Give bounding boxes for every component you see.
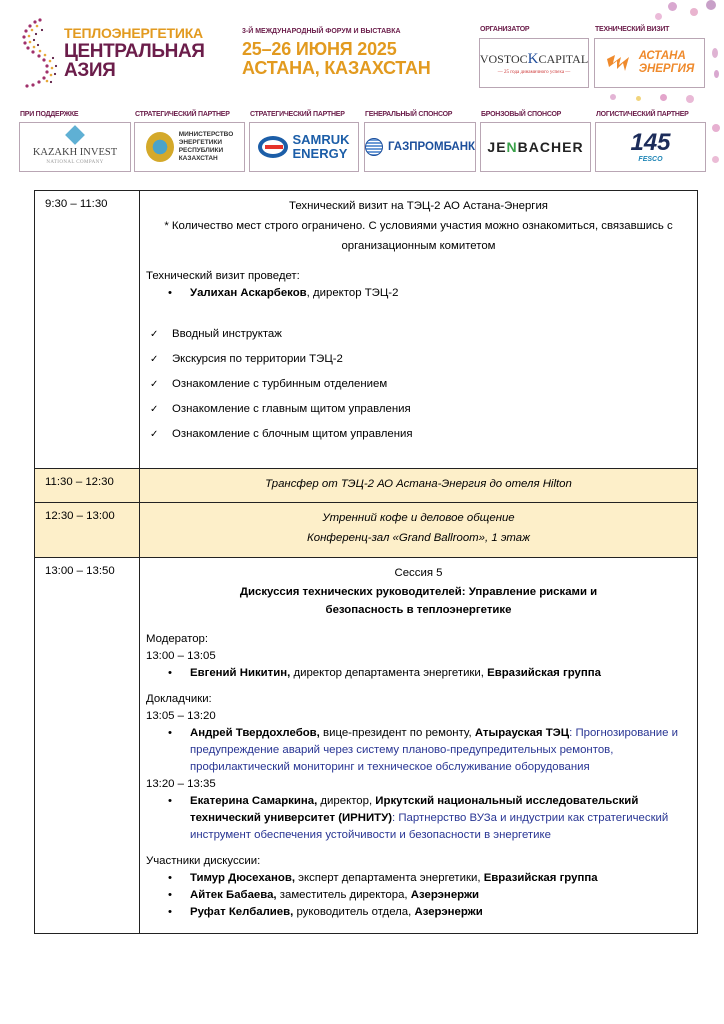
person-role: эксперт департамента энергетики,: [295, 872, 484, 884]
organizer-label: ОРГАНИЗАТОР: [480, 26, 530, 33]
person-role: вице-президент по ремонту,: [319, 727, 475, 739]
checklist-item: ✓ Ознакомление с главным щитом управления: [172, 397, 691, 422]
person-name: Андрей Твердохлебов,: [190, 727, 320, 739]
person-role: директор,: [317, 795, 376, 807]
jenbacher-part-n: N: [506, 139, 518, 155]
transfer-text: Трансфер от ТЭЦ-2 АО Астана-Энергия до отеля Hilton: [265, 478, 572, 490]
ministry-line-4: КАЗАХСТАН: [178, 154, 218, 162]
diamond-icon: [65, 125, 85, 145]
ministry-line-2: ЭНЕРГЕТИКИ: [178, 139, 223, 147]
topic-separator: :: [392, 812, 399, 824]
person-org: Евразийская группа: [483, 872, 598, 884]
kazakh-invest-sub: NATIONAL COMPANY: [46, 160, 104, 166]
moderator-label: Модератор:: [146, 633, 209, 645]
visit-title: Технический визит на ТЭЦ-2 АО Астана-Энергия: [289, 200, 548, 212]
coffee-line-1: Утренний кофе и деловое общение: [322, 512, 515, 524]
sponsor-label-general: ГЕНЕРАЛЬНЫЙ СПОНСОР: [365, 111, 453, 118]
samruk-line-2: ENERGY: [292, 146, 348, 161]
person-org: Азерэнержи: [410, 889, 480, 901]
forum-brand: [64, 26, 232, 80]
sponsor-kazakh-invest[interactable]: [19, 122, 131, 172]
sponsor-label-support: ПРИ ПОДДЕРЖКЕ: [20, 111, 79, 118]
list-item: [190, 870, 691, 887]
brand-line-1: ТЕПЛОЭНЕРГЕТИКА: [64, 25, 203, 41]
person-org: Атырауская ТЭЦ: [474, 727, 570, 739]
list-item: [190, 887, 691, 904]
content-cell: [140, 558, 698, 934]
table-row-visit: [35, 191, 698, 469]
program-table: [34, 190, 698, 934]
list-item: [190, 725, 691, 776]
person-org: Евразийская группа: [487, 667, 601, 679]
sponsor-label-strategic-2: СТРАТЕГИЧЕСКИЙ ПАРТНЕР: [250, 111, 345, 118]
host-name: Уалихан Аскарбеков: [190, 287, 307, 299]
speaker-list: [146, 725, 691, 776]
moderator-list: [146, 665, 691, 682]
globe-icon: [365, 138, 383, 156]
gazprombank-logo: [365, 138, 475, 156]
ministry-line-1: МИНИСТЕРСТВО: [178, 131, 234, 139]
content-cell: [140, 503, 698, 558]
sponsor-label-bronze: БРОНЗОВЫЙ СПОНСОР: [481, 111, 562, 118]
logo-text-k: K: [527, 51, 539, 67]
person-role: заместитель директора,: [276, 889, 411, 901]
coffee-line-2: Конференц-зал «Grand Ballroom», 1 этаж: [307, 532, 530, 544]
speaker-time: 13:20 – 13:35: [146, 778, 216, 790]
jenbacher-part-a: JE: [487, 139, 507, 155]
tech-visit-logo[interactable]: [594, 38, 705, 88]
astana-energy-line-1: АСТАНА: [638, 50, 686, 63]
kazakh-invest-name: KAZAKH INVEST: [32, 147, 118, 159]
person-role: директор департамента энергетики,: [290, 667, 488, 679]
jenbacher-part-b: BACHER: [517, 139, 584, 155]
brand-line-3: АЗИЯ: [64, 60, 116, 81]
visit-host-list: [146, 285, 691, 302]
astana-energy-line-2: ЭНЕРГИЯ: [638, 63, 695, 75]
time-cell: 11:30 – 12:30: [35, 469, 140, 503]
speakers-label: Докладчики:: [146, 693, 212, 705]
sponsor-ministry[interactable]: [134, 122, 245, 172]
fesco-logo: [630, 128, 671, 164]
ministry-logo: [146, 131, 234, 162]
list-item: [190, 793, 691, 844]
visit-note: * Количество мест строго ограничено. С условиями участия можно ознакомиться, связавшись с организационным комитетом: [164, 220, 673, 252]
person-name: Тимур Дюсеханов,: [190, 872, 295, 884]
astana-energy-logo: [605, 50, 695, 75]
list-item: [190, 904, 691, 921]
time-cell: 12:30 – 13:00: [35, 503, 140, 558]
fesco-anniversary: 145: [630, 128, 671, 156]
panel-label: Участники дискуссии:: [146, 855, 261, 867]
sponsor-label-logistics: ЛОГИСТИЧЕСКИЙ ПАРТНЕР: [596, 111, 689, 118]
session-number: Сессия 5: [394, 567, 443, 579]
table-row-transfer: [35, 469, 698, 503]
samruk-line-1: SAMRUK: [292, 132, 350, 148]
host-role: , директор ТЭЦ-2: [306, 287, 399, 299]
moderator-time: 13:00 – 13:05: [146, 650, 216, 662]
fesco-name: FESCO: [638, 155, 663, 163]
table-row-session: [35, 558, 698, 934]
sponsor-samruk-energy[interactable]: [249, 122, 359, 172]
content-cell: [140, 191, 698, 469]
list-item: [190, 665, 691, 682]
sponsor-fesco[interactable]: [595, 122, 706, 172]
content-cell: [140, 469, 698, 503]
speaker-time: 13:05 – 13:20: [146, 710, 216, 722]
logo-text-right: CAPITAL: [538, 52, 589, 66]
brand-line-2: ЦЕНТРАЛЬНАЯ: [64, 41, 205, 62]
page-header: [0, 0, 724, 180]
tech-visit-label: ТЕХНИЧЕСКИЙ ВИЗИТ: [595, 26, 670, 33]
samruk-energy-logo: [258, 133, 349, 160]
gazprombank-name: ГАЗПРОМБАНК: [387, 141, 476, 153]
person-org: Азерэнержи: [414, 906, 483, 918]
checklist-item: ✓ Ознакомление с турбинным отделением: [172, 372, 691, 397]
visit-checklist: [146, 322, 691, 447]
speaker-list: [146, 793, 691, 844]
checklist-item: ✓ Экскурсия по территории ТЭЦ-2: [172, 347, 691, 372]
vostock-capital-logo: [480, 51, 588, 75]
time-cell: 9:30 – 11:30: [35, 191, 140, 469]
panel-list: [146, 870, 691, 921]
forum-info: [242, 28, 472, 79]
session-title: Дискуссия технических руководителей: Управление рисками и безопасность в теплоэнергетике: [239, 586, 598, 616]
checklist-item: ✓ Вводный инструктаж: [172, 322, 691, 347]
samruk-icon: [258, 136, 288, 158]
forum-subtitle: 3-Й МЕЖДУНАРОДНЫЙ ФОРУМ И ВЫСТАВКА: [242, 28, 401, 35]
time-cell: 13:00 – 13:50: [35, 558, 140, 934]
talk-topic: Прогнозирование и предупреждение аварий через систему планово-предупредительных ремонтов, профилактический мониторинг и техническое обслуживание оборудования: [190, 727, 678, 773]
forum-dates: 25–26 ИЮНЯ 2025: [242, 39, 397, 59]
person-name: Екатерина Самаркина,: [190, 795, 318, 807]
table-row-coffee: [35, 503, 698, 558]
sponsor-label-strategic-1: СТРАТЕГИЧЕСКИЙ ПАРТНЕР: [135, 111, 230, 118]
person-name: Руфат Келбалиев,: [190, 906, 294, 918]
logo-text-left: VOSTOC: [479, 52, 528, 66]
visit-host-label: Технический визит проведет:: [146, 270, 300, 282]
person-org: Иркутский национальный исследовательский технический университет (ИРНИТУ): [190, 795, 639, 824]
state-emblem-icon: [146, 132, 174, 162]
sponsor-jenbacher[interactable]: [480, 122, 591, 172]
ministry-line-3: РЕСПУБЛИКИ: [178, 147, 224, 154]
talk-topic: Партнерство ВУЗа и индустрии как стратегический инструмент обеспечения устойчивости и безопасности в энергетике: [190, 812, 669, 841]
person-name: Евгений Никитин,: [190, 667, 291, 679]
list-item: [190, 285, 691, 302]
organizer-tagline: — 25 года динамичного успеха —: [497, 69, 571, 75]
jenbacher-logo: [487, 139, 583, 155]
topic-separator: :: [569, 727, 576, 739]
person-name: Айтек Бабаева,: [190, 889, 277, 901]
kazakh-invest-logo: [33, 128, 117, 166]
organizer-logo[interactable]: [479, 38, 589, 88]
sponsor-gazprombank[interactable]: [364, 122, 476, 172]
forum-logo-icon: [18, 14, 60, 92]
lightning-icon: [605, 51, 635, 75]
person-role: руководитель отдела,: [293, 906, 415, 918]
forum-place: АСТАНА, КАЗАХСТАН: [242, 58, 431, 79]
checklist-item: ✓ Ознакомление с блочным щитом управления: [172, 422, 691, 447]
